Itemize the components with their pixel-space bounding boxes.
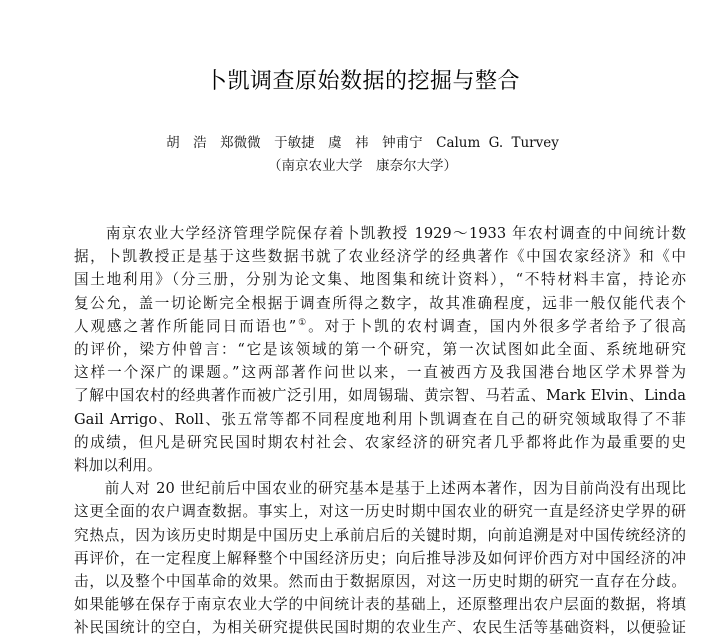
text-line: Gail Arrigo、Roll、张五常等都不同程度地利用卜凯调查在自己的研究领域取得了不菲 [74, 410, 686, 428]
quote-end: 人观感之著作所能同日而语也” [74, 317, 297, 335]
footnote-marker[interactable]: ① [296, 317, 309, 328]
paragraph-2 [74, 477, 686, 639]
text-line: 补民国统计的空白，为相关研究提供民国时期的农业生产、农民生活等基础资料，以便验证 [74, 619, 686, 637]
text-line: 复公允，盖一切论断完全根据于调查所得之数字，故其准确程度，远非一般仅能代表个 [74, 294, 686, 312]
article-body [74, 222, 686, 640]
text-line: 据，卜凯教授正是基于这些数据书就了农业经济学的经典著作《中国农家经济》和《中 [74, 248, 686, 266]
paragraph-1 [74, 222, 686, 477]
text-line: 再评价，在一定程度上解释整个中国经济历史；向后推导涉及如何评价西方对中国经济的冲 [74, 549, 686, 567]
text-line: 这更全面的农户调查数据。事实上，对这一历史时期中国农业的研究一直是经济史学界的研 [74, 503, 686, 521]
text-line: 究热点，因为该历史时期是中国历史上承前启后的关键时期，向前追溯是对中国传统经济的 [74, 526, 686, 544]
text-line: 前人对 20 世纪前后中国农业的研究基本是基于上述两本著作，因为目前尚没有出现比 [74, 480, 686, 498]
text-line: 这样一个深广的课题。”这两部著作问世以来，一直被西方及我国港台地区学术界誉为 [74, 364, 686, 382]
text-line: 南京农业大学经济管理学院保存着卜凯教授 1929～1933 年农村调查的中间统计数 [74, 225, 686, 242]
text-line: 的评价，梁方仲曾言：“它是该领域的第一个研究，第一次试图如此全面、系统地研究 [74, 341, 686, 359]
text-line: 如果能够在保存于南京农业大学的中间统计表的基础上，还原整理出农户层面的数据，将填 [74, 596, 686, 614]
article-title: 卜凯调查原始数据的挖掘与整合 [204, 69, 520, 94]
text-line: 料加以利用。 [74, 457, 162, 475]
text-line: 国土地利用》（分三册，分别为论文集、地图集和统计资料），“不特材料丰富，持论亦 [74, 271, 686, 289]
sentence-continuation: 。对于卜凯的农村调查，国内外很多学者给予了很高 [308, 317, 686, 335]
author-affiliation: （南京农业大学 康奈尔大学） [268, 158, 457, 174]
text-line: 了解中国农村的经典著作而被广泛引用，如周锡瑞、黄宗智、马若孟、Mark Elvin、Linda [74, 387, 686, 405]
text-line-with-footnote [74, 315, 686, 338]
author-list: 胡 浩 郑微微 于敏捷 虞 祎 钟甫宁 Calum G. Turvey [166, 135, 559, 151]
text-line: 击，以及整个中国革命的效果。然而由于数据原因，对这一历史时期的研究一直存在分歧。 [74, 573, 686, 591]
text-line: 的成绩，但凡是研究民国时期农村社会、农家经济的研究者几乎都将此作为最重要的史 [74, 433, 686, 451]
